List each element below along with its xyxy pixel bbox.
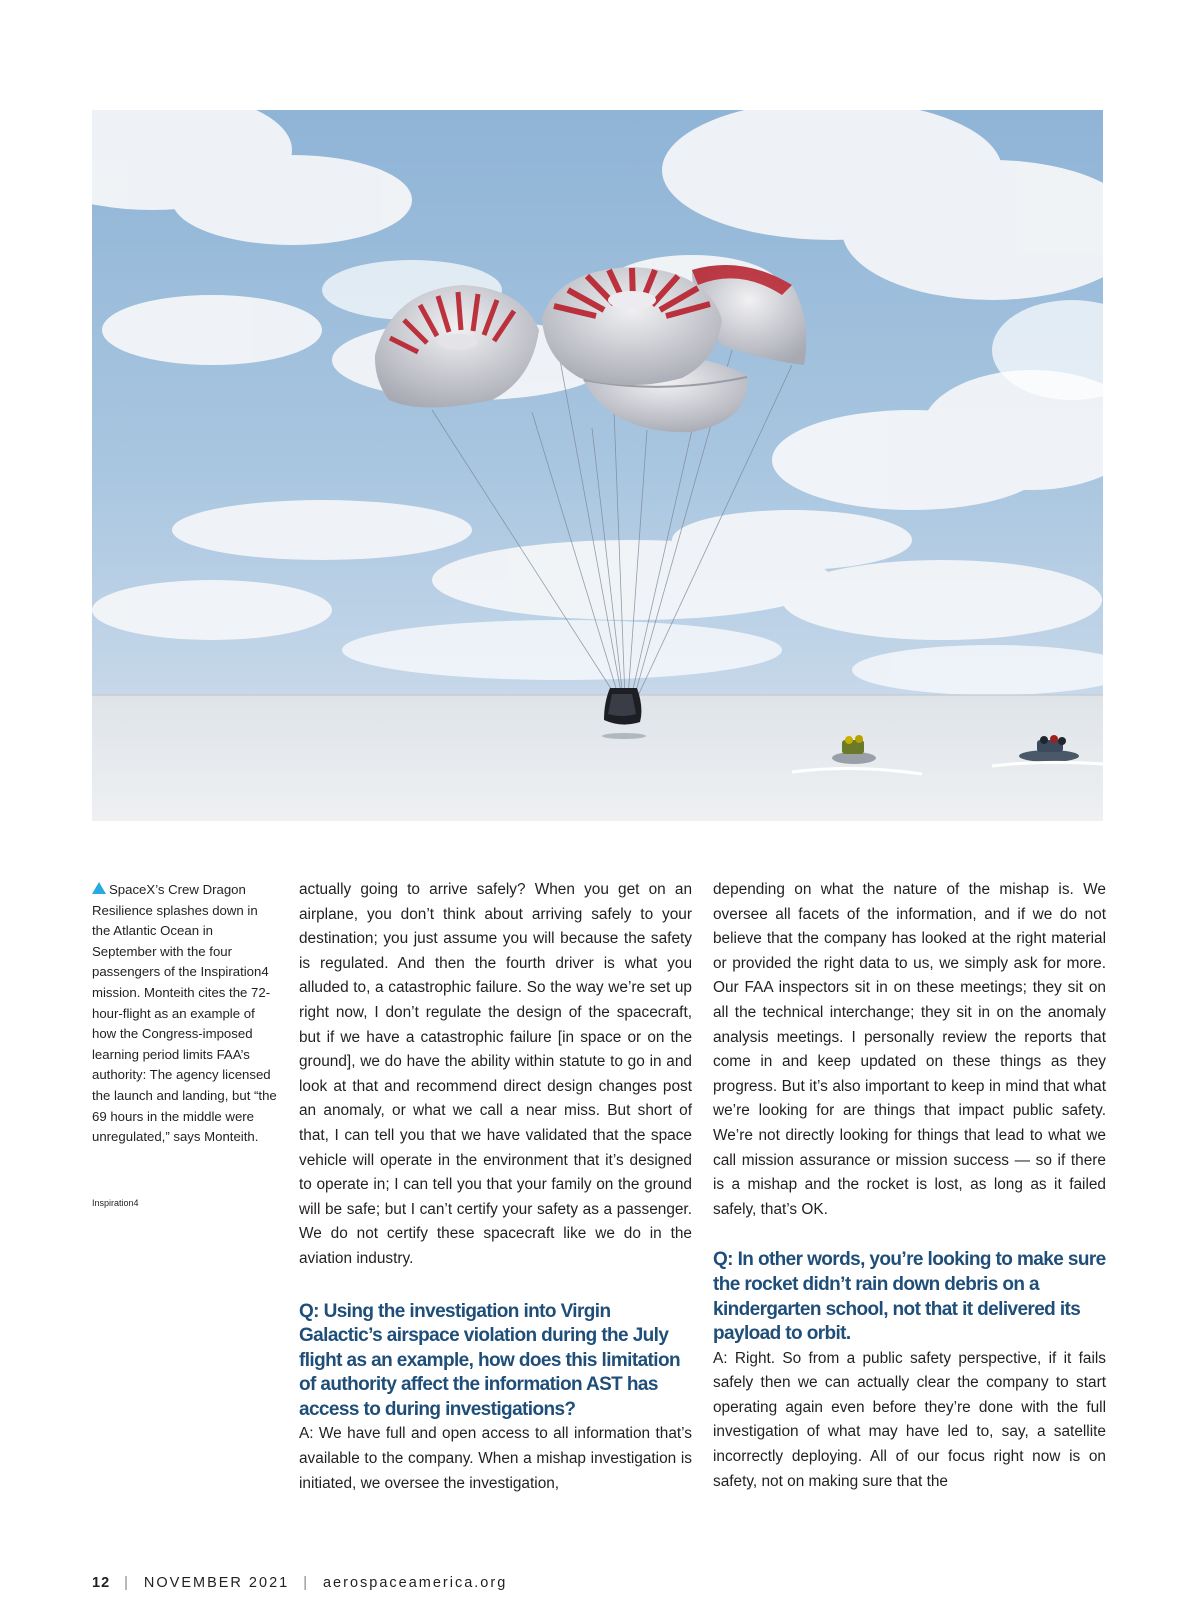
interview-question: Q: In other words, you’re looking to make sure the rocket didn’t rain down debris on a kindergarten school, not that it delivered its payload to orbit. [713,1249,1106,1345]
body-paragraph: depending on what the nature of the mishap is. We oversee all facets of the information, and if we do not believe that the company has looked at the right material or provided the right data to us, we simply ask for more. Our FAA inspectors sit in on these meetings; they sit on all the technical interchange; they sit in on the anomaly analysis meetings. I personally review the reports that come in and keep updated on these things as they progress. But it’s also important to keep in mind that what we’re looking for are things that impact public safety. We’re not directly looking for things that lead to what we call mission assurance or mission success — so if there is a mishap and the rocket is lost, as long as it failed safely, that’s OK. [713,881,1106,1218]
page-number: 12 [92,1575,111,1591]
photo-caption [92,880,277,1148]
photo-credit: Inspiration4 [92,1198,139,1208]
issue-date: NOVEMBER 2021 [143,1575,290,1591]
caption-text: SpaceX’s Crew Dragon Resilience splashes down in the Atlantic Ocean in September with the four passengers of the Inspiration4 mission. Monteith cites the 72-hour-flight as an example of how the Congress-imposed learning period limits FAA’s authority: The agency licensed the launch and landing, but “the 69 hours in the middle were unregulated,” says Monteith. [92,882,277,1145]
triangle-up-icon [92,882,106,894]
body-paragraph: actually going to arrive safely? When you get on an airplane, you don’t think about arriving safely to your destination; you just assume you will because the safety is regulated. And then the fourth driver is what you alluded to, a catastrophic failure. So the way we’re set up right now, I don’t regulate the design of the spacecraft, but if we have a catastrophic failure [in space or on the ground], we do have the ability within statute to go in and look at that and recommend direct design changes post an anomaly, or what we call a near miss. But short of that, I can tell you that we have validated that the space vehicle will operate in the environment that it’s designed to operate in; I can tell you that your family on the ground will be safe; but I can’t certify your safety as a passenger. We do not certify these spacecraft like we do in the aviation industry. [299,881,692,1267]
interview-answer: A: Right. So from a public safety perspective, if it fails safely then we can actually clear the company to start operating again even before they’re done with the full investigation of what may have led to, say, a satellite incorrectly deploying. All of our focus right now is on safety, not on making sure that the [713,1349,1106,1490]
footer-separator: | [124,1575,130,1591]
article-column-1 [299,878,692,1496]
article-column-2 [713,878,1106,1494]
footer-separator: | [303,1575,309,1591]
website-link[interactable]: aerospaceamerica.org [322,1575,508,1591]
page-footer [92,1575,507,1591]
interview-answer: A: We have full and open access to all information that’s available to the company. When a mishap investigation is initiated, we oversee the investigation, [299,1425,692,1492]
splashdown-photo [92,110,1103,821]
interview-question: Q: Using the investigation into Virgin Galactic’s airspace violation during the July flight as an example, how does this limitation of authority affect the information AST has access to during investigations? [299,1300,680,1420]
